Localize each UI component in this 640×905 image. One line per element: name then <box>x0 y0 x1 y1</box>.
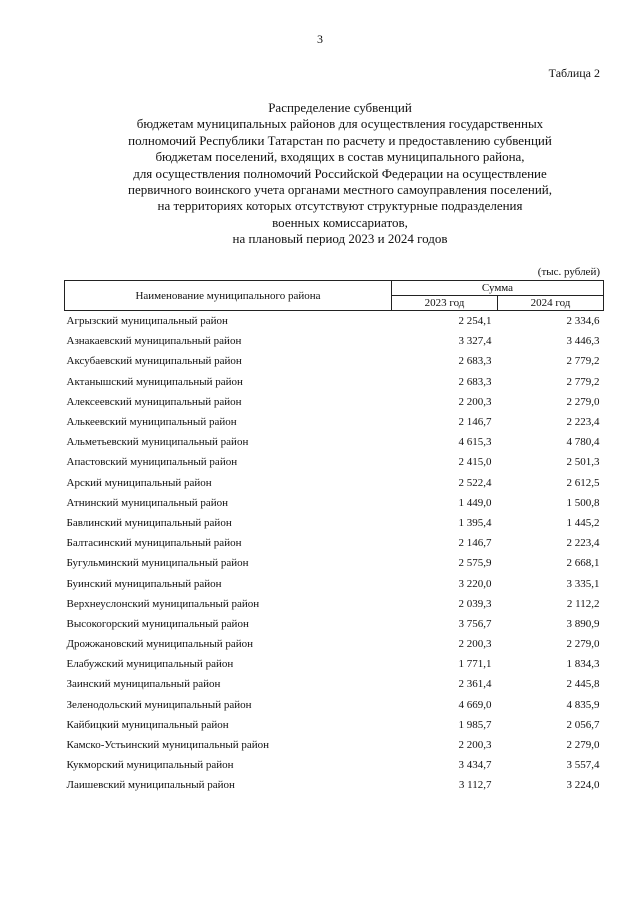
table-row <box>65 573 604 593</box>
value-2024: 2 668,1 <box>566 557 600 570</box>
value-2024: 3 557,4 <box>566 759 600 772</box>
table-row <box>65 452 604 472</box>
table-row <box>65 493 604 513</box>
value-2023: 3 220,0 <box>458 577 492 590</box>
value-2023: 3 756,7 <box>458 617 492 630</box>
value-2023: 1 395,4 <box>458 516 492 529</box>
district-name: Высокогорский муниципальный район <box>66 617 249 630</box>
value-2024: 2 279,0 <box>566 638 600 651</box>
value-2024: 2 612,5 <box>566 476 600 489</box>
table-row <box>65 412 604 432</box>
district-name: Верхнеуслонский муниципальный район <box>66 597 260 610</box>
title-line: полномочий Республики Татарстан по расчету и предоставлению субвенций <box>128 132 552 148</box>
value-2023: 2 361,4 <box>458 678 492 691</box>
table-row <box>65 432 604 452</box>
district-name: Буинский муниципальный район <box>66 577 222 590</box>
district-name: Камско-Устьинский муниципальный район <box>66 739 270 752</box>
table-row <box>65 331 604 351</box>
value-2024: 2 779,2 <box>566 355 600 368</box>
value-2023: 2 146,7 <box>458 537 492 550</box>
subsidy-table <box>64 280 604 796</box>
value-2024: 3 890,9 <box>566 617 600 630</box>
table-row <box>65 594 604 614</box>
value-2024: 2 056,7 <box>566 718 600 731</box>
table-row <box>65 695 604 715</box>
district-name: Балтасинский муниципальный район <box>66 537 242 550</box>
district-name: Елабужский муниципальный район <box>66 658 234 671</box>
value-2023: 4 669,0 <box>458 698 492 711</box>
district-name: Алексеевский муниципальный район <box>66 395 242 408</box>
table-row <box>65 614 604 634</box>
value-2024: 2 223,4 <box>566 537 600 550</box>
value-2024: 3 335,1 <box>566 577 600 590</box>
title-line: на плановый период 2023 и 2024 годов <box>232 231 448 247</box>
district-name: Бугульминский муниципальный район <box>66 557 249 570</box>
value-2024: 2 112,2 <box>566 597 600 610</box>
value-2024: 2 445,8 <box>566 678 600 691</box>
table-row <box>65 634 604 654</box>
table-body <box>65 311 604 796</box>
title-line: бюджетам поселений, входящих в состав муниципального района, <box>155 149 525 165</box>
title-line: Распределение субвенций <box>268 100 412 115</box>
value-2024: 3 224,0 <box>566 779 600 792</box>
value-2024: 2 223,4 <box>566 416 600 429</box>
district-name: Заинский муниципальный район <box>66 678 221 691</box>
table-label: Таблица 2 <box>548 66 600 80</box>
value-2023: 2 254,1 <box>458 315 492 328</box>
value-2023: 2 200,3 <box>458 638 492 651</box>
district-name: Лаишевский муниципальный район <box>66 779 235 792</box>
title-line: военных комиссариатов, <box>272 214 408 230</box>
district-name: Алькеевский муниципальный район <box>66 416 237 429</box>
value-2024: 2 279,0 <box>566 739 600 752</box>
value-2024: 4 780,4 <box>566 436 600 449</box>
value-2024: 4 835,9 <box>566 698 600 711</box>
value-2024: 2 279,0 <box>566 395 600 408</box>
district-name: Аксубаевский муниципальный район <box>66 355 242 368</box>
table-row <box>65 553 604 573</box>
title-line: для осуществления полномочий Российской Федерации на осуществление <box>133 165 547 181</box>
district-name: Агрызский муниципальный район <box>66 315 228 328</box>
title-line: на территориях которых отсутствуют структурные подразделения <box>157 198 523 214</box>
value-2023: 3 434,7 <box>458 759 492 772</box>
value-2024: 3 446,3 <box>566 335 600 348</box>
value-2024: 2 501,3 <box>566 456 600 469</box>
header-sum: Сумма <box>392 281 604 296</box>
table-row <box>65 473 604 493</box>
value-2023: 2 683,3 <box>458 375 492 388</box>
header-year-2023: 2023 год <box>392 296 498 311</box>
value-2023: 2 200,3 <box>458 395 492 408</box>
header-year-2024: 2024 год <box>498 296 604 311</box>
table-row <box>65 715 604 735</box>
table-row <box>65 654 604 674</box>
value-2023: 2 200,3 <box>458 739 492 752</box>
table-row <box>65 513 604 533</box>
value-2023: 2 039,3 <box>458 597 492 610</box>
value-2023: 1 449,0 <box>458 496 492 509</box>
value-2023: 3 112,7 <box>458 779 492 792</box>
table-row <box>65 392 604 412</box>
district-name: Дрожжановский муниципальный район <box>66 638 254 651</box>
value-2024: 1 834,3 <box>566 658 600 671</box>
table-row <box>65 735 604 755</box>
table-row <box>65 372 604 392</box>
table-row <box>65 533 604 553</box>
district-name: Бавлинский муниципальный район <box>66 516 232 529</box>
value-2023: 2 415,0 <box>458 456 492 469</box>
value-2023: 2 522,4 <box>458 476 492 489</box>
value-2023: 3 327,4 <box>458 335 492 348</box>
page-number: 3 <box>317 32 323 46</box>
value-2023: 1 985,7 <box>458 718 492 731</box>
value-2024: 1 500,8 <box>566 496 600 509</box>
table-row <box>65 674 604 694</box>
title-line: первичного воинского учета органами местного самоуправления поселений, <box>127 182 553 198</box>
district-name: Атнинский муниципальный район <box>66 496 229 509</box>
table-row <box>65 755 604 775</box>
value-2023: 2 575,9 <box>458 557 492 570</box>
district-name: Азнакаевский муниципальный район <box>66 335 242 348</box>
table-row <box>65 775 604 795</box>
value-2024: 2 334,6 <box>566 315 600 328</box>
value-2023: 2 683,3 <box>458 355 492 368</box>
value-2023: 4 615,3 <box>458 436 492 449</box>
table-row <box>65 351 604 371</box>
district-name: Кайбицкий муниципальный район <box>66 718 229 731</box>
value-2024: 2 779,2 <box>566 375 600 388</box>
value-2023: 1 771,1 <box>458 658 492 671</box>
document-title <box>60 100 620 248</box>
table-row <box>65 311 604 332</box>
title-line: бюджетам муниципальных районов для осуществления государственных <box>136 116 544 132</box>
district-name: Альметьевский муниципальный район <box>66 436 249 449</box>
district-name: Кукморский муниципальный район <box>66 759 234 772</box>
table-header <box>65 281 604 311</box>
district-name: Апастовский муниципальный район <box>66 456 238 469</box>
units-note: (тыс. рублей) <box>537 266 600 278</box>
header-district-name: Наименование муниципального района <box>65 281 392 311</box>
district-name: Актанышский муниципальный район <box>66 375 243 388</box>
district-name: Арский муниципальный район <box>66 476 212 489</box>
district-name: Зеленодольский муниципальный район <box>66 698 252 711</box>
value-2024: 1 445,2 <box>566 516 600 529</box>
value-2023: 2 146,7 <box>458 416 492 429</box>
